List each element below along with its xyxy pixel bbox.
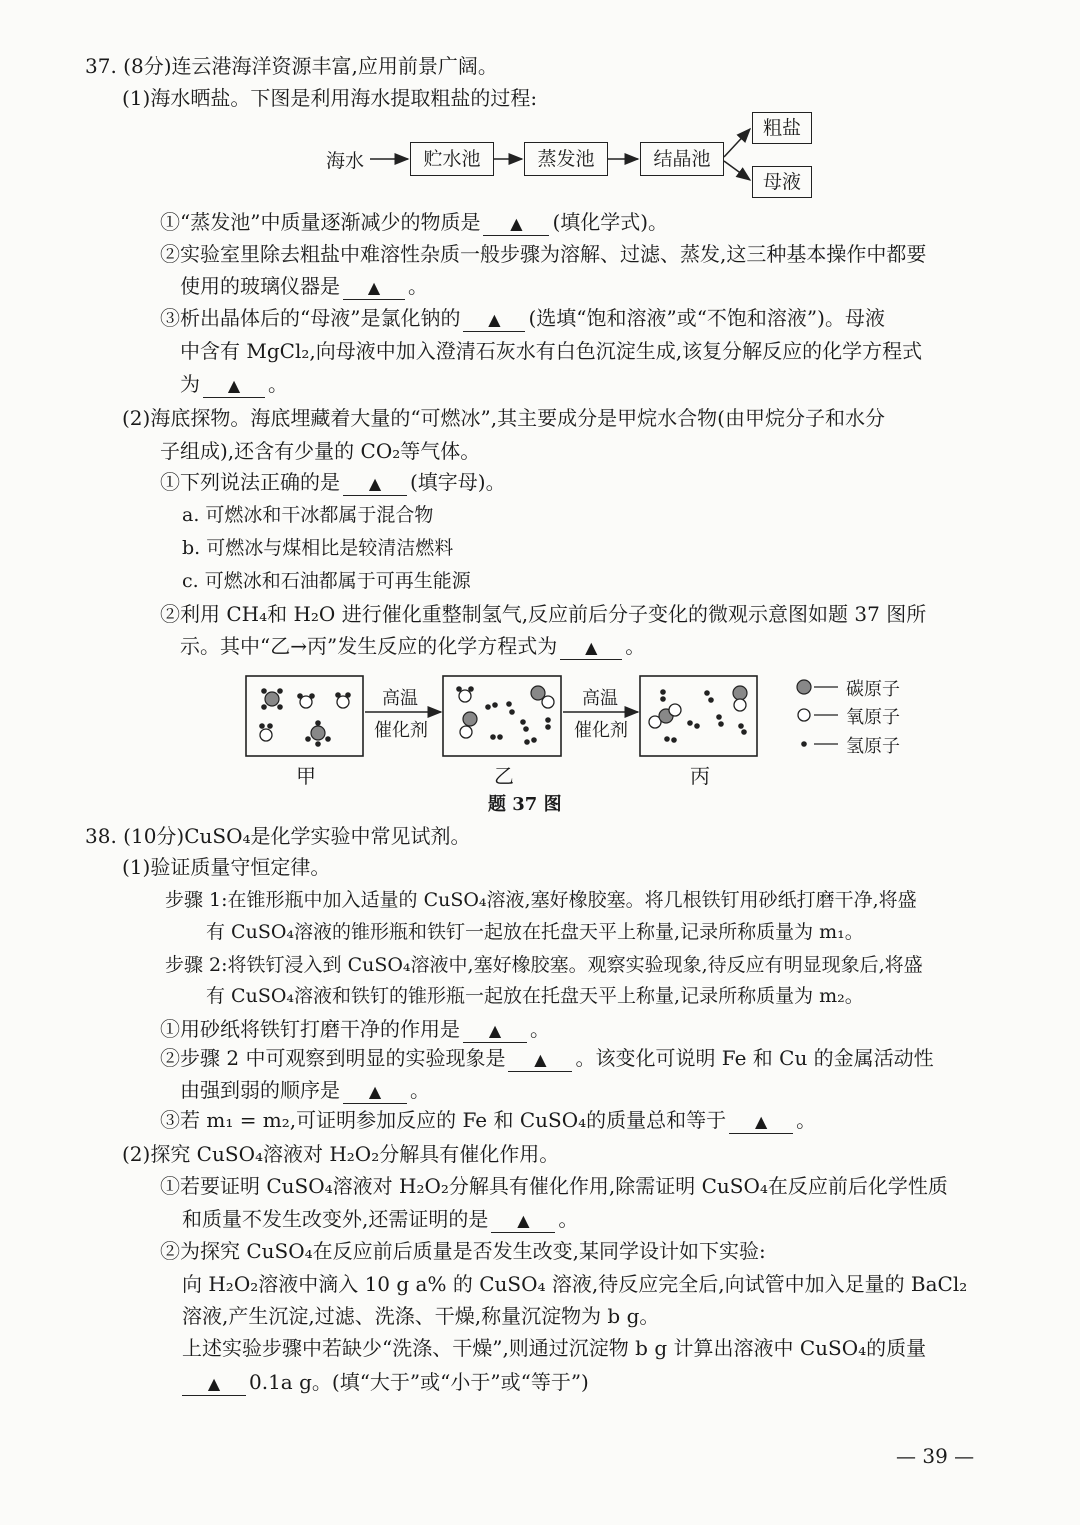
q38-1-2-line1: ②步骤 2 中可观察到明显的实验现象是 ▲ 。该变化可说明 Fe 和 Cu 的金属活动性 bbox=[160, 1046, 934, 1070]
q38-2-2-line3: 溶液,产生沉淀,过滤、洗涤、干燥,称量沉淀物为 b g。 bbox=[182, 1304, 660, 1328]
label-bing: 丙 bbox=[690, 764, 710, 788]
water-molecule bbox=[335, 692, 351, 708]
condition-top-2: 高温 bbox=[582, 688, 618, 709]
page-number: — 39 — bbox=[896, 1444, 975, 1468]
q37-2-2-line1: ②利用 CH₄和 H₂O 进行催化重整制氢气,反应前后分子变化的微观示意图如题 37 图所 bbox=[160, 602, 927, 626]
flow-arrow-up bbox=[724, 129, 750, 157]
answer-blank[interactable]: ▲ bbox=[203, 375, 265, 398]
q38-1-2-line2: 由强到弱的顺序是 ▲ 。 bbox=[180, 1078, 430, 1102]
q38-step1: 步骤 1:在锥形瓶中加入适量的 CuSO₄溶液,塞好橡胶塞。将几根铁钉用砂纸打磨干净,将盛 bbox=[165, 889, 917, 911]
q37-1-1: ①“蒸发池”中质量逐渐减少的物质是 ▲ (填化学式)。 bbox=[160, 210, 669, 234]
q38-2-2-line1: ②为探究 CuSO₄在反应前后质量是否发生改变,某同学设计如下实验: bbox=[160, 1239, 766, 1263]
co-molecule bbox=[460, 712, 477, 738]
h2-molecule bbox=[485, 702, 498, 710]
answer-blank[interactable]: ▲ bbox=[343, 1081, 407, 1104]
h2-molecule bbox=[704, 690, 714, 703]
legend-oxygen: 氧原子 bbox=[846, 707, 900, 728]
flow-arrow-down bbox=[724, 161, 750, 180]
q38-header: 38. (10分)CuSO₄是化学实验中常见试剂。 bbox=[85, 824, 471, 848]
answer-blank[interactable]: ▲ bbox=[182, 1373, 246, 1396]
flow-step-storage-pool: 贮水池 bbox=[410, 142, 494, 176]
flow-output-mother-liquor: 母液 bbox=[752, 166, 812, 198]
legend-hydrogen-symbol bbox=[801, 741, 838, 747]
q37-1-3-line1: ③析出晶体后的“母液”是氯化钠的 ▲ (选填“饱和溶液”或“不饱和溶液”)。母液 bbox=[160, 306, 885, 330]
q38-2-1-line1: ①若要证明 CuSO₄溶液对 H₂O₂分解具有催化作用,除需证明 CuSO₄在反应前后化学性质 bbox=[160, 1174, 948, 1198]
h2-molecule bbox=[520, 719, 529, 732]
q37-1-2-line2: 使用的玻璃仪器是 ▲ 。 bbox=[180, 274, 428, 298]
answer-blank[interactable]: ▲ bbox=[483, 213, 549, 236]
option-c: c. 可燃冰和石油都属于可再生能源 bbox=[182, 570, 471, 592]
q38-step1-line2: 有 CuSO₄溶液的锥形瓶和铁钉一起放在托盘天平上称量,记录所称质量为 m₁。 bbox=[206, 921, 864, 943]
h2-molecule bbox=[716, 714, 724, 727]
answer-blank[interactable]: ▲ bbox=[508, 1049, 572, 1072]
box-jia bbox=[246, 676, 363, 756]
q37-part1-title: (1)海水晒盐。下图是利用海水提取粗盐的过程: bbox=[122, 86, 538, 110]
q37-1-3-line2: 中含有 MgCl₂,向母液中加入澄清石灰水有白色沉淀生成,该复分解反应的化学方程式 bbox=[180, 339, 923, 363]
methane-molecule bbox=[305, 720, 331, 747]
molecule-diagram bbox=[0, 660, 1080, 810]
q37-part2-title-line2: 子组成),还含有少量的 CO₂等气体。 bbox=[160, 439, 481, 463]
option-b: b. 可燃冰与煤相比是较清洁燃料 bbox=[182, 537, 454, 559]
q37-2-2-line2: 示。其中“乙→丙”发生反应的化学方程式为 ▲ 。 bbox=[180, 634, 646, 658]
water-molecule bbox=[259, 723, 273, 741]
q38-2-2-line4: 上述实验步骤中若缺少“洗涤、干燥”,则通过沉淀物 b g 计算出溶液中 CuSO₄的质量 bbox=[182, 1336, 927, 1360]
h2-molecule bbox=[660, 689, 666, 702]
flow-output-crude-salt: 粗盐 bbox=[752, 112, 812, 144]
h2-molecule bbox=[664, 736, 677, 743]
flow-source: 海水 bbox=[326, 150, 365, 172]
q37-1-3-line3: 为 ▲ 。 bbox=[180, 372, 288, 396]
answer-blank[interactable]: ▲ bbox=[729, 1111, 793, 1134]
answer-blank[interactable]: ▲ bbox=[491, 1210, 555, 1233]
co2-molecule bbox=[649, 704, 681, 728]
q37-1-2-line1: ②实验室里除去粗盐中难溶性杂质一般步骤为溶解、过滤、蒸发,这三种基本操作中都要 bbox=[160, 242, 927, 266]
h2-molecule bbox=[545, 717, 551, 730]
q38-1-1: ①用砂纸将铁钉打磨干净的作用是 ▲ 。 bbox=[160, 1017, 550, 1041]
condition-top-1: 高温 bbox=[382, 688, 418, 709]
q38-2-2-line5: ▲ 0.1a g。(填“大于”或“小于”或“等于”) bbox=[182, 1368, 589, 1396]
figure-caption: 题 37 图 bbox=[488, 794, 562, 815]
q38-step2-line2: 有 CuSO₄溶液和铁钉的锥形瓶一起放在托盘天平上称量,记录所称质量为 m₂。 bbox=[206, 985, 864, 1007]
h2-molecule bbox=[524, 737, 537, 745]
water-molecule bbox=[456, 686, 474, 702]
legend-oxygen-symbol bbox=[798, 709, 838, 721]
answer-blank[interactable]: ▲ bbox=[463, 1020, 527, 1043]
label-yi: 乙 bbox=[494, 764, 514, 788]
q38-1-3: ③若 m₁ = m₂,可证明参加反应的 Fe 和 CuSO₄的质量总和等于 ▲ 。 bbox=[160, 1108, 817, 1132]
h2-molecule bbox=[490, 734, 503, 740]
answer-blank[interactable]: ▲ bbox=[343, 473, 407, 496]
label-jia: 甲 bbox=[296, 764, 316, 788]
q37-part2-title: (2)海底探物。海底埋藏着大量的“可燃冰”,其主要成分是甲烷水合物(由甲烷分子和水分 bbox=[122, 406, 885, 430]
co-molecule bbox=[531, 686, 554, 708]
h2-molecule bbox=[687, 720, 700, 729]
legend-carbon: 碳原子 bbox=[846, 679, 900, 700]
methane-molecule bbox=[261, 688, 283, 710]
condition-bottom-1: 催化剂 bbox=[374, 720, 428, 741]
flow-step-evaporation-pool: 蒸发池 bbox=[524, 142, 608, 176]
q38-part1-title: (1)验证质量守恒定律。 bbox=[122, 855, 331, 879]
co2-molecule bbox=[733, 686, 747, 711]
legend-carbon-symbol bbox=[797, 680, 838, 694]
q37-2-1: ①下列说法正确的是 ▲ (填字母)。 bbox=[160, 470, 506, 494]
q38-2-1-line2: 和质量不发生改变外,还需证明的是 ▲ 。 bbox=[182, 1207, 579, 1231]
condition-bottom-2: 催化剂 bbox=[574, 720, 628, 741]
flow-arrows bbox=[0, 0, 1080, 220]
answer-blank[interactable]: ▲ bbox=[343, 277, 405, 300]
q38-part2-title: (2)探究 CuSO₄溶液对 H₂O₂分解具有催化作用。 bbox=[122, 1142, 560, 1166]
answer-blank[interactable]: ▲ bbox=[560, 637, 622, 660]
legend-hydrogen: 氢原子 bbox=[846, 736, 900, 757]
water-molecule bbox=[297, 693, 315, 708]
q37-header: 37. (8分)连云港海洋资源丰富,应用前景广阔。 bbox=[85, 54, 498, 78]
option-a: a. 可燃冰和干冰都属于混合物 bbox=[182, 504, 434, 526]
flow-step-crystallization-pool: 结晶池 bbox=[640, 142, 724, 176]
q38-2-2-line2: 向 H₂O₂溶液中滴入 10 g a% 的 CuSO₄ 溶液,待反应完全后,向试管中加入足量的 BaCl₂ bbox=[182, 1272, 968, 1296]
h2-molecule bbox=[506, 701, 515, 715]
q38-step2: 步骤 2:将铁钉浸入到 CuSO₄溶液中,塞好橡胶塞。观察实验现象,待反应有明显现象后,将盛 bbox=[165, 954, 923, 976]
answer-blank[interactable]: ▲ bbox=[463, 309, 525, 332]
h2-molecule bbox=[738, 723, 747, 735]
